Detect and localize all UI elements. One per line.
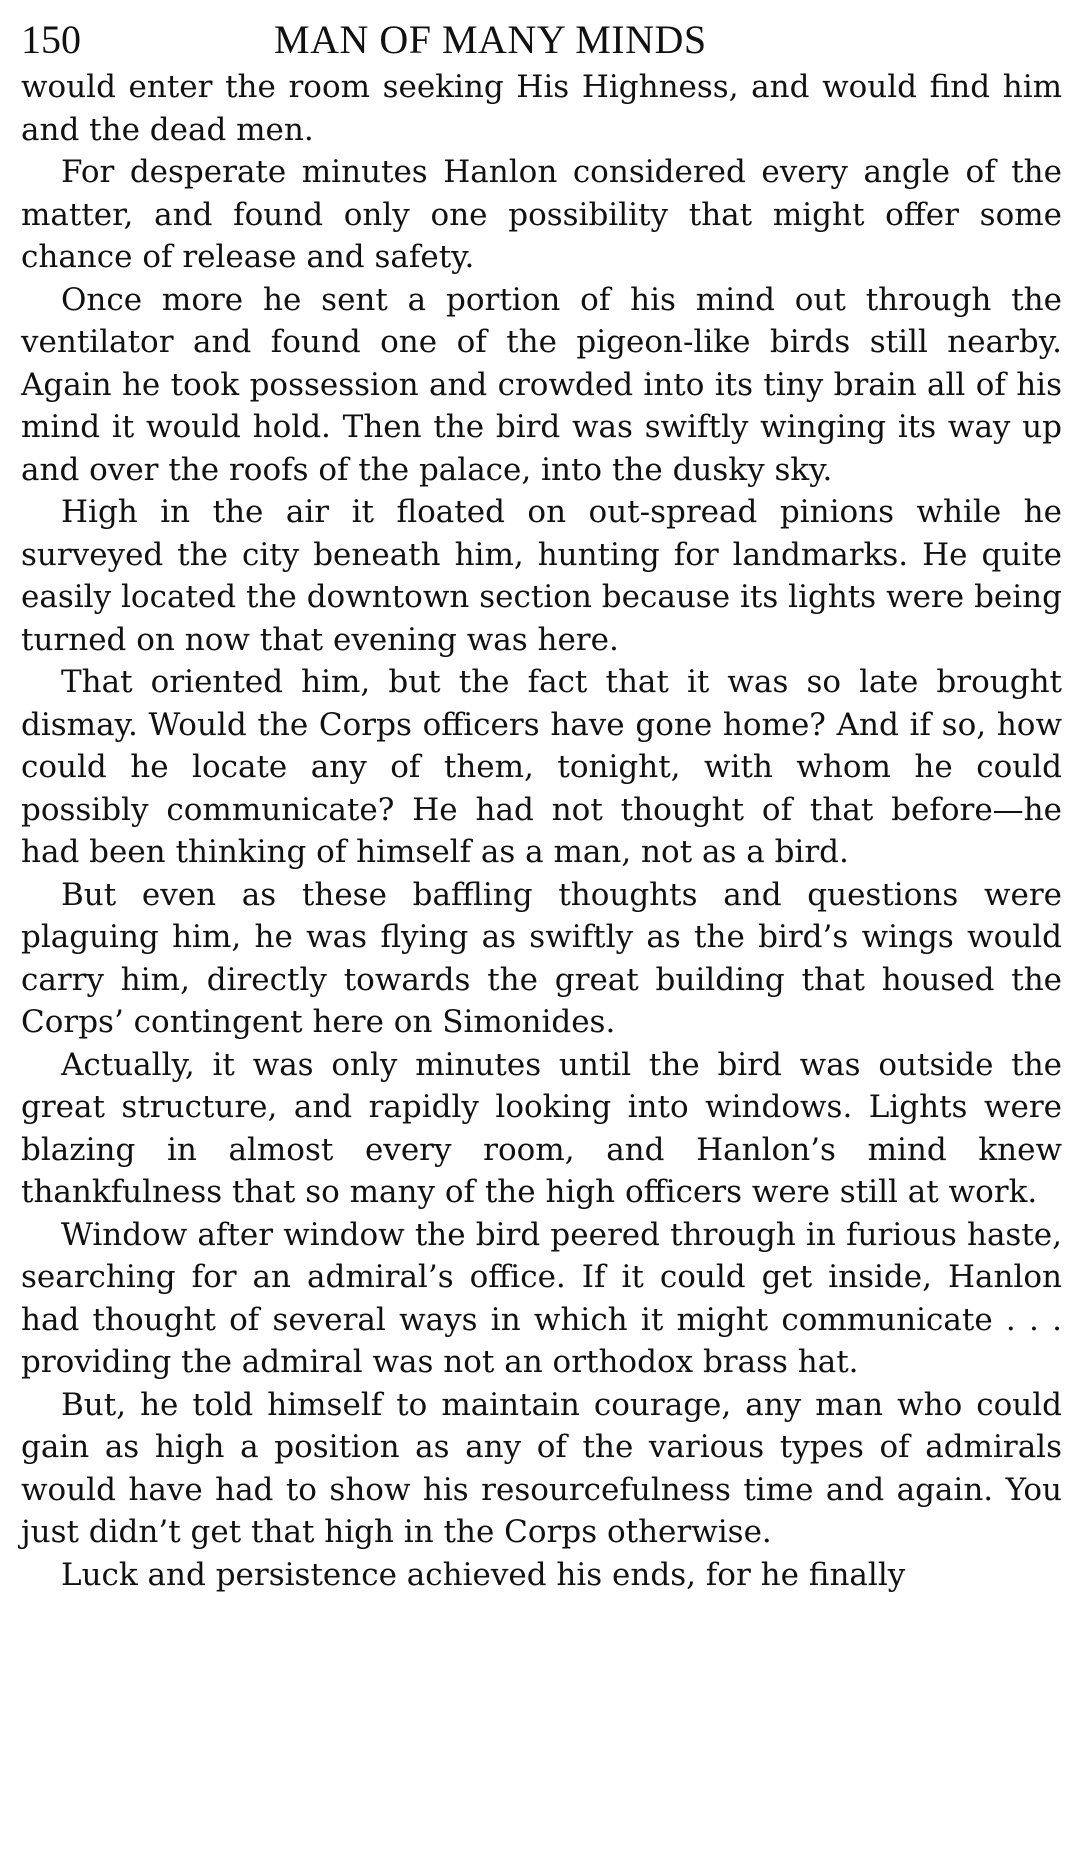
paragraph: High in the air it floated on out-spread pinions while he surveyed the city beneath him, hunting for landmarks. He quite easily located the downtown section because its lights were being turned on now that evening was here. — [21, 494, 1062, 658]
paragraph: Luck and persistence achieved his ends, for he finally — [61, 1556, 906, 1593]
book-page — [21, 14, 1062, 1596]
paragraph: But even as these baffling thoughts and questions were plaguing him, he was flying as swiftly as the bird’s wings would carry him, directly towards the great building that housed the Corps’ contingent here on Simonides. — [21, 876, 1062, 1040]
body-text — [21, 66, 1062, 1596]
book-title: MAN OF MANY MINDS — [274, 17, 707, 62]
page-number: 150 — [21, 17, 81, 62]
paragraph: would enter the room seeking His Highness, and would find him and the dead men. — [21, 69, 1062, 148]
paragraph: Once more he sent a portion of his mind out through the ventilator and found one of the pigeon-like birds still nearby. Again he took possession and crowded into its tiny brain all of his mind it would hold. Then the bird was swiftly winging its way up and over the roofs of the palace, into the dusky sky. — [21, 281, 1062, 488]
paragraph: But, he told himself to maintain courage, any man who could gain as high a position as any of the various types of admirals would have had to show his resourcefulness time and again. You just didn’t get that high in the Corps otherwise. — [21, 1386, 1062, 1550]
paragraph: Actually, it was only minutes until the bird was outside the great structure, and rapidly looking into windows. Lights were blazing in almost every room, and Hanlon’s mind knew thankfulness that so many of the high officers were still at work. — [21, 1046, 1062, 1210]
paragraph: Window after window the bird peered through in furious haste, searching for an admiral’s office. If it could get inside, Hanlon had thought of several ways in which it might communicate . . . providing the admiral was not an orthodox brass hat. — [21, 1216, 1062, 1380]
running-head — [21, 14, 1062, 66]
paragraph: For desperate minutes Hanlon considered every angle of the matter, and found only one possibility that might offer some chance of release and safety. — [21, 154, 1062, 275]
paragraph: That oriented him, but the fact that it was so late brought dismay. Would the Corps officers have gone home? And if so, how could he locate any of them, tonight, with whom he could possibly communicate? He had not thought of that before—he had been thinking of himself as a man, not as a bird. — [21, 664, 1062, 870]
